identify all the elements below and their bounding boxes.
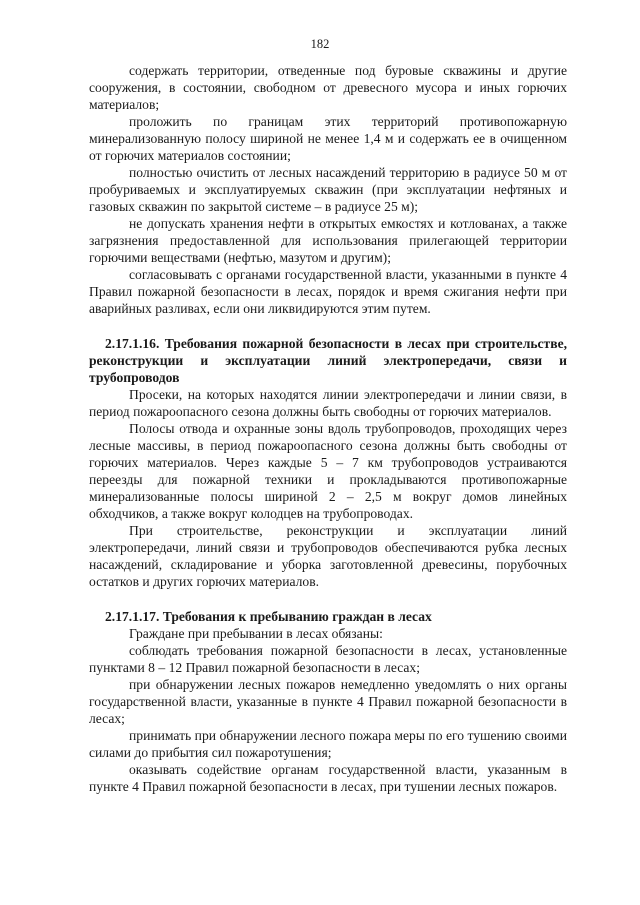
paragraph: Просеки, на которых находятся линии электропередачи и линии связи, в период пожароопасного сезона должны быть свободны от горючих материалов. [89, 387, 567, 419]
paragraph: соблюдать требования пожарной безопасности в лесах, установленные пунктами 8 – 12 Правил пожарной безопасности в лесах; [89, 643, 567, 675]
paragraph: не допускать хранения нефти в открытых емкостях и котлованах, а также загрязнения предоставленной для использования прилегающей территории горючими веществами (нефтью, мазутом и другим); [89, 216, 567, 265]
paragraph: проложить по границам этих территорий противопожарную минерализованную полосу шириной не менее 1,4 м и содержать ее в очищенном от горючих материалов состоянии; [89, 114, 567, 163]
paragraph: Граждане при пребывании в лесах обязаны: [129, 626, 383, 641]
section-heading-2-17-1-16: 2.17.1.16. Требования пожарной безопасности в лесах при строительстве, реконструкции и эксплуатации линий электропередачи, связи и трубопроводов [89, 336, 567, 385]
section-heading-2-17-1-17: 2.17.1.17. Требования к пребыванию граждан в лесах [105, 609, 432, 624]
document-body [89, 62, 567, 795]
paragraph: оказывать содействие органам государственной власти, указанным в пункте 4 Правил пожарной безопасности в лесах, при тушении лесных пожаров. [89, 762, 567, 794]
paragraph: при обнаружении лесных пожаров немедленно уведомлять о них органы государственной власти, указанные в пункте 4 Правил пожарной безопасности в лесах; [89, 677, 567, 726]
paragraph: Полосы отвода и охранные зоны вдоль трубопроводов, проходящих через лесные массивы, в период пожароопасного сезона должны быть свободны от горючих материалов. Через каждые 5 – 7 км трубопроводов устраиваются переезды для пожарной техники и прокладываются противопожарные минерализованные полосы шириной 2 – 2,5 м вокруг домов линейных обходчиков, а также вокруг колодцев на трубопроводах. [89, 421, 567, 521]
paragraph: принимать при обнаружении лесного пожара меры по его тушению своими силами до прибытия сил пожаротушения; [89, 728, 567, 760]
paragraph: содержать территории, отведенные под буровые скважины и другие сооружения, в состоянии, свободном от древесного мусора и иных горючих материалов; [89, 63, 567, 112]
paragraph: согласовывать с органами государственной власти, указанными в пункте 4 Правил пожарной безопасности в лесах, порядок и время сжигания нефти при аварийных разливах, если они ликвидируются этим путем. [89, 267, 567, 316]
paragraph: При строительстве, реконструкции и эксплуатации линий электропередачи, линий связи и трубопроводов обеспечиваются рубка лесных насаждений, складирование и уборка заготовленной древесины, порубочных остатков и других горючих материалов. [89, 523, 567, 589]
paragraph: полностью очистить от лесных насаждений территорию в радиусе 50 м от пробуриваемых и эксплуатируемых скважин (при эксплуатации нефтяных и газовых скважин по закрытой системе – в радиусе 25 м); [89, 165, 567, 214]
page-number: 182 [310, 37, 330, 51]
